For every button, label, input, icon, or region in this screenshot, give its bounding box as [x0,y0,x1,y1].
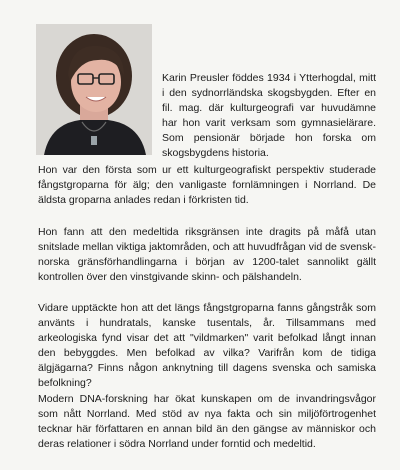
paragraph-paths: Vidare upptäckte hon att det längs fångstgroparna fanns gångstråk som använts i hundratals, kanske tusentals, år. Tillsammans med arkeologiska fynd visar det att "vildmarken" varit befolkad långt innan den bebyggdes. Men befolkad av vilka? Varifrån kom de tidiga älgjägarna? Finns någon anknytning till dagens svenska och samiska befolkning? [38,302,376,389]
author-photo [36,24,152,155]
paragraph-dna: Modern DNA-forskning har ökat kunskapen om de invandringsvågor som nått Norrland. Med stöd av nya fakta och sin miljöförtrogenhet tecknar här författaren en annan bild än den gängse av människor och deras relationer i södra Norrland under forntid och medeltid. [38,393,376,450]
paragraph-pitfalls: Hon var den första som ur ett kulturgeografiskt perspektiv studerade fångstgroparna för älg; den vanligaste fornlämningen i Norrland. De äldsta groparna anlades redan i förkristen tid. [38,164,376,206]
paragraph-border: Hon fann att den medeltida riksgränsen inte dragits på måfå utan snitslade mellan viktiga jaktområden, och att huvudfrågan vid de svensk-norska gränsförhandlingarna i början av 1200-talet sannolikt gällt kontrollen över den vinstgivande skinn- och pälshandeln. [38,226,376,283]
author-bio: Karin Preusler föddes 1934 i Ytterhogdal, mitt i den sydnorrländska skogsbygden. Efter en fil. mag. där kulturgeografi var huvudämne har hon varit verksam som gymnasielärare. Som pensionär började hon forska om skogsbygdens historia. [162,72,376,159]
